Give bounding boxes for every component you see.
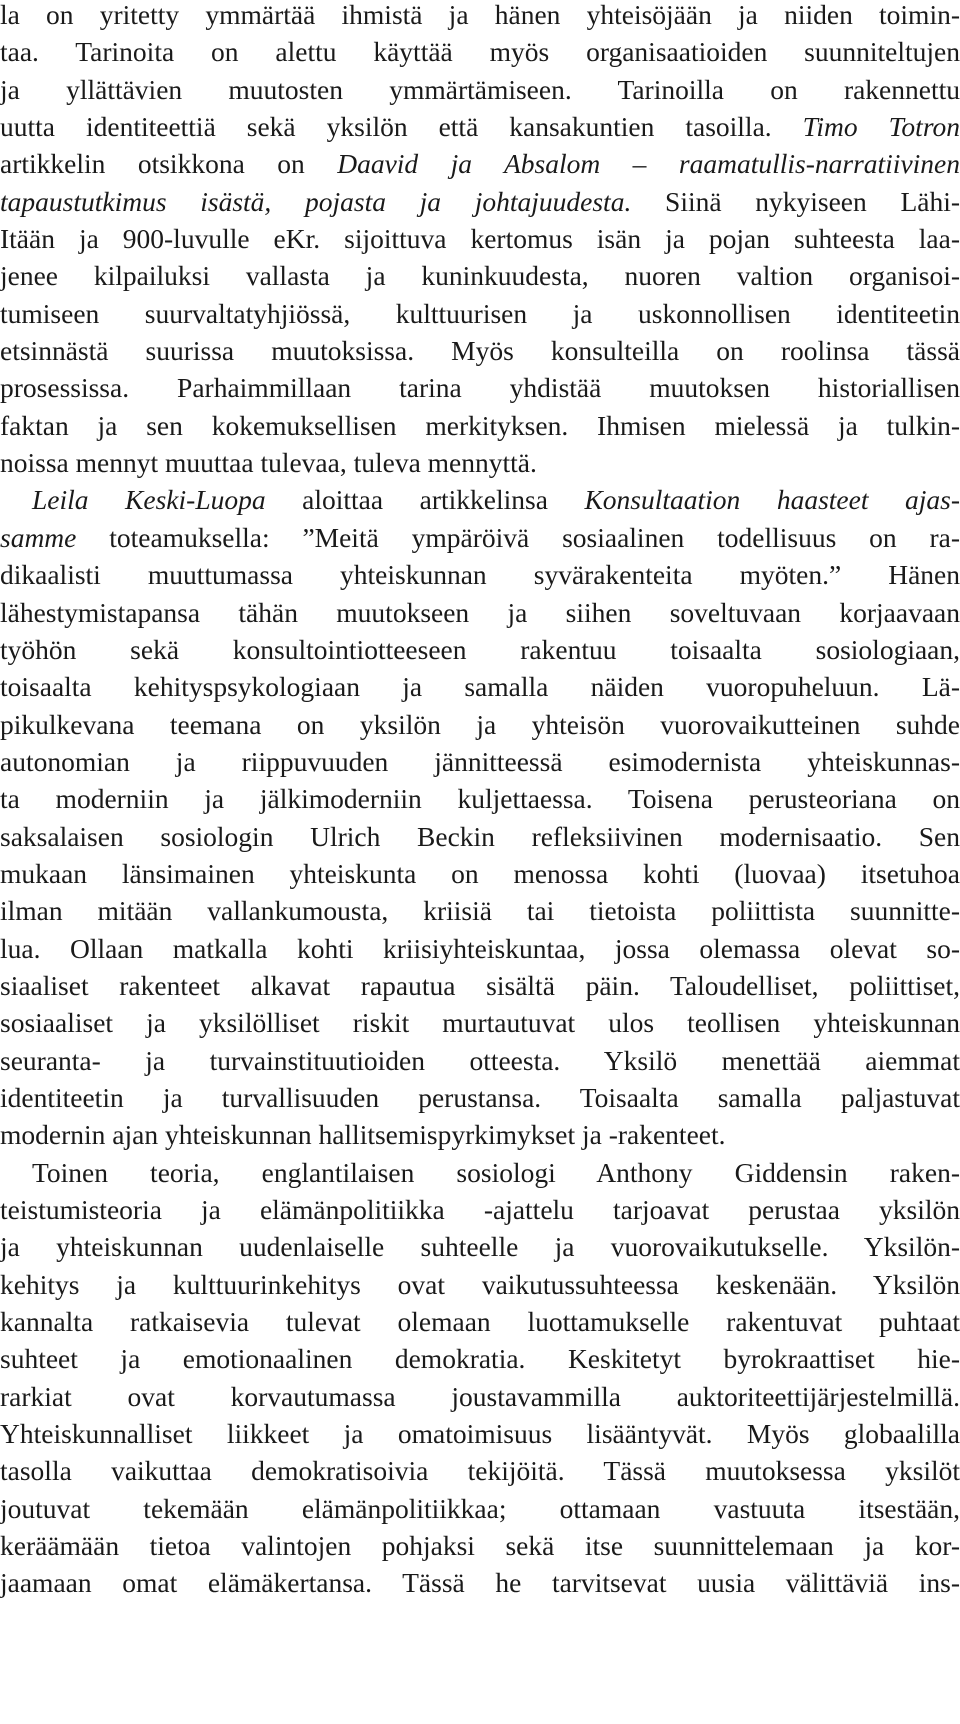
- text-line: [0, 743, 960, 780]
- text-line: [0, 1154, 960, 1191]
- text-run: ja yllättävien muutosten ymmärtämiseen. Tarinoilla on rakennettu: [0, 73, 960, 105]
- text-line: [0, 556, 960, 593]
- text-run: prosessissa. Parhaimmillaan tarina yhdistää muutoksen historiallisen: [0, 372, 960, 404]
- text-run: työhön sekä konsultointiotteeseen rakentuu toisaalta sosiologiaan,: [0, 633, 960, 665]
- text-run: kehitys ja kulttuurinkehitys ovat vaikutussuhteessa keskenään. Yksilön: [0, 1268, 960, 1300]
- text-run: autonomian ja riippuvuuden jännitteessä esimodernista yhteiskunnas-: [0, 745, 960, 777]
- text-run: jenee kilpailuksi vallasta ja kuninkuudesta, nuoren valtion organisoi-: [0, 260, 960, 292]
- text-run: uutta identiteettiä sekä yksilön että kansakuntien tasoilla.: [0, 111, 803, 143]
- text-line: [0, 1079, 960, 1116]
- italic-text: Leila Keski-Luopa: [32, 484, 266, 516]
- text-run: ilman mitään vallankumousta, kriisiä tai tietoista poliittista suunnitte-: [0, 895, 960, 927]
- text-run: modernin ajan yhteiskunnan hallitsemispyrkimykset ja -rakenteet.: [0, 1119, 726, 1151]
- text-line: [0, 519, 960, 556]
- text-line: [0, 631, 960, 668]
- text-line: [0, 706, 960, 743]
- text-run: rarkiat ovat korvautumassa joustavammilla auktoriteettijärjestelmillä.: [0, 1380, 960, 1412]
- text-run: dikaalisti muuttumassa yhteiskunnan syvärakenteita myöten.” Hänen: [0, 559, 960, 591]
- text-run: kannalta ratkaisevia tulevat olemaan luottamukselle rakentuvat puhtaat: [0, 1306, 960, 1338]
- text-line: [0, 1266, 960, 1303]
- text-line: [0, 930, 960, 967]
- text-line: [0, 145, 960, 182]
- text-line: [0, 295, 960, 332]
- text-run: seuranta- ja turvainstituutioiden otteesta. Yksilö menettää aiemmat: [0, 1044, 960, 1076]
- text-line: [0, 108, 960, 145]
- text-run: pikulkevana teemana on yksilön ja yhteisön vuorovaikutteinen suhde: [0, 708, 960, 740]
- text-run: ja yhteiskunnan uudenlaiselle suhteelle ja vuorovaikutukselle. Yksilön-: [0, 1231, 960, 1263]
- text-run: siaaliset rakenteet alkavat rapautua sisältä päin. Taloudelliset, poliittiset,: [0, 969, 960, 1001]
- text-line: [0, 967, 960, 1004]
- text-line: [0, 1228, 960, 1265]
- text-run: keräämään tietoa valintojen pohjaksi sekä itse suunnittelemaan ja kor-: [0, 1530, 960, 1562]
- text-run: Yhteiskunnalliset liikkeet ja omatoimisuus lisääntyvät. Myös globaalilla: [0, 1418, 960, 1450]
- text-run: taa. Tarinoita on alettu käyttää myös organisaatioiden suunniteltujen: [0, 36, 960, 68]
- text-run: tumiseen suurvaltatyhjiössä, kulttuurisen ja uskonnollisen identiteetin: [0, 297, 960, 329]
- text-run: artikkelin otsikkona on: [0, 148, 338, 180]
- text-run: lähestymistapansa tähän muutokseen ja siihen soveltuvaan korjaavaan: [0, 596, 960, 628]
- text-line: [0, 1527, 960, 1564]
- text-line: [0, 0, 960, 33]
- text-run: joutuvat tekemään elämänpolitiikkaa; ottamaan vastuuta itsestään,: [0, 1492, 960, 1524]
- text-run: toisaalta kehityspsykologiaan ja samalla näiden vuoropuheluun. Lä-: [0, 671, 960, 703]
- text-line: [0, 407, 960, 444]
- text-line: [0, 1490, 960, 1527]
- text-line: [0, 1042, 960, 1079]
- text-run: la on yritetty ymmärtää ihmistä ja hänen yhteisöjään ja niiden toimin-: [0, 0, 960, 30]
- text-line: [0, 1378, 960, 1415]
- text-line: [0, 594, 960, 631]
- text-line: [0, 183, 960, 220]
- text-line: [0, 780, 960, 817]
- text-run: jaamaan omat elämäkertansa. Tässä he tarvitsevat uusia välittäviä ins-: [0, 1567, 960, 1599]
- text-run: noissa mennyt muuttaa tulevaa, tuleva mennyttä.: [0, 447, 537, 479]
- text-run: teistumisteoria ja elämänpolitiikka -ajattelu tarjoavat perustaa yksilön: [0, 1194, 960, 1225]
- text-line: [0, 1452, 960, 1489]
- text-line: [0, 1415, 960, 1452]
- text-line: [0, 818, 960, 855]
- text-run: etsinnästä suurissa muutoksissa. Myös konsulteilla on roolinsa tässä: [0, 335, 960, 367]
- text-line: [0, 257, 960, 294]
- text-run: identiteetin ja turvallisuuden perustansa. Toisaalta samalla paljastuvat: [0, 1081, 960, 1113]
- text-line: [0, 1004, 960, 1041]
- text-run: saksalaisen sosiologin Ulrich Beckin refleksiivinen modernisaatio. Sen: [0, 820, 960, 852]
- text-line: [0, 33, 960, 70]
- text-line: [0, 668, 960, 705]
- text-run: toteamuksella: ”Meitä ympäröivä sosiaalinen todellisuus on ra-: [76, 521, 960, 553]
- italic-text: Konsultaation haasteet ajas-: [584, 484, 960, 516]
- text-line: [0, 855, 960, 892]
- text-line: [0, 444, 960, 481]
- text-line: [0, 1116, 960, 1153]
- text-run: Siinä nykyiseen Lähi-: [631, 185, 960, 217]
- text-line: [0, 892, 960, 929]
- text-line: [0, 369, 960, 406]
- text-line: [0, 481, 960, 518]
- italic-text: samme: [0, 521, 77, 553]
- text-run: Toinen teoria, englantilaisen sosiologi Anthony Giddensin raken-: [32, 1156, 960, 1188]
- text-line: [0, 220, 960, 257]
- italic-text: Timo Totron: [802, 111, 960, 143]
- text-run: tasolla vaikuttaa demokratisoivia tekijöitä. Tässä muutoksessa yksilöt: [0, 1455, 960, 1487]
- italic-text: tapaustutkimus isästä, pojasta ja johtajuudesta.: [0, 185, 632, 217]
- text-run: Itään ja 900-luvulle eKr. sijoittuva kertomus isän ja pojan suhteesta laa-: [0, 223, 960, 255]
- text-run: aloittaa artikkelinsa: [265, 484, 585, 516]
- text-line: [0, 1191, 960, 1228]
- text-line: [0, 1564, 960, 1601]
- text-line: [0, 71, 960, 108]
- italic-text: Daavid ja Absalom – raamatullis-narratiivinen: [337, 148, 960, 180]
- text-line: [0, 1340, 960, 1377]
- text-run: lua. Ollaan matkalla kohti kriisiyhteiskuntaa, jossa olemassa olevat so-: [0, 932, 960, 964]
- text-line: [0, 1303, 960, 1340]
- text-run: suhteet ja emotionaalinen demokratia. Keskitetyt byrokraattiset hie-: [0, 1343, 960, 1375]
- text-run: faktan ja sen kokemuksellisen merkityksen. Ihmisen mielessä ja tulkin-: [0, 409, 960, 441]
- text-run: mukaan länsimainen yhteiskunta on menossa kohti (luovaa) itsetuhoa: [0, 857, 960, 889]
- text-line: [0, 332, 960, 369]
- text-run: ta moderniin ja jälkimoderniin kuljettaessa. Toisena perusteoriana on: [0, 783, 960, 815]
- text-run: sosiaaliset ja yksilölliset riskit murtautuvat ulos teollisen yhteiskunnan: [0, 1007, 960, 1039]
